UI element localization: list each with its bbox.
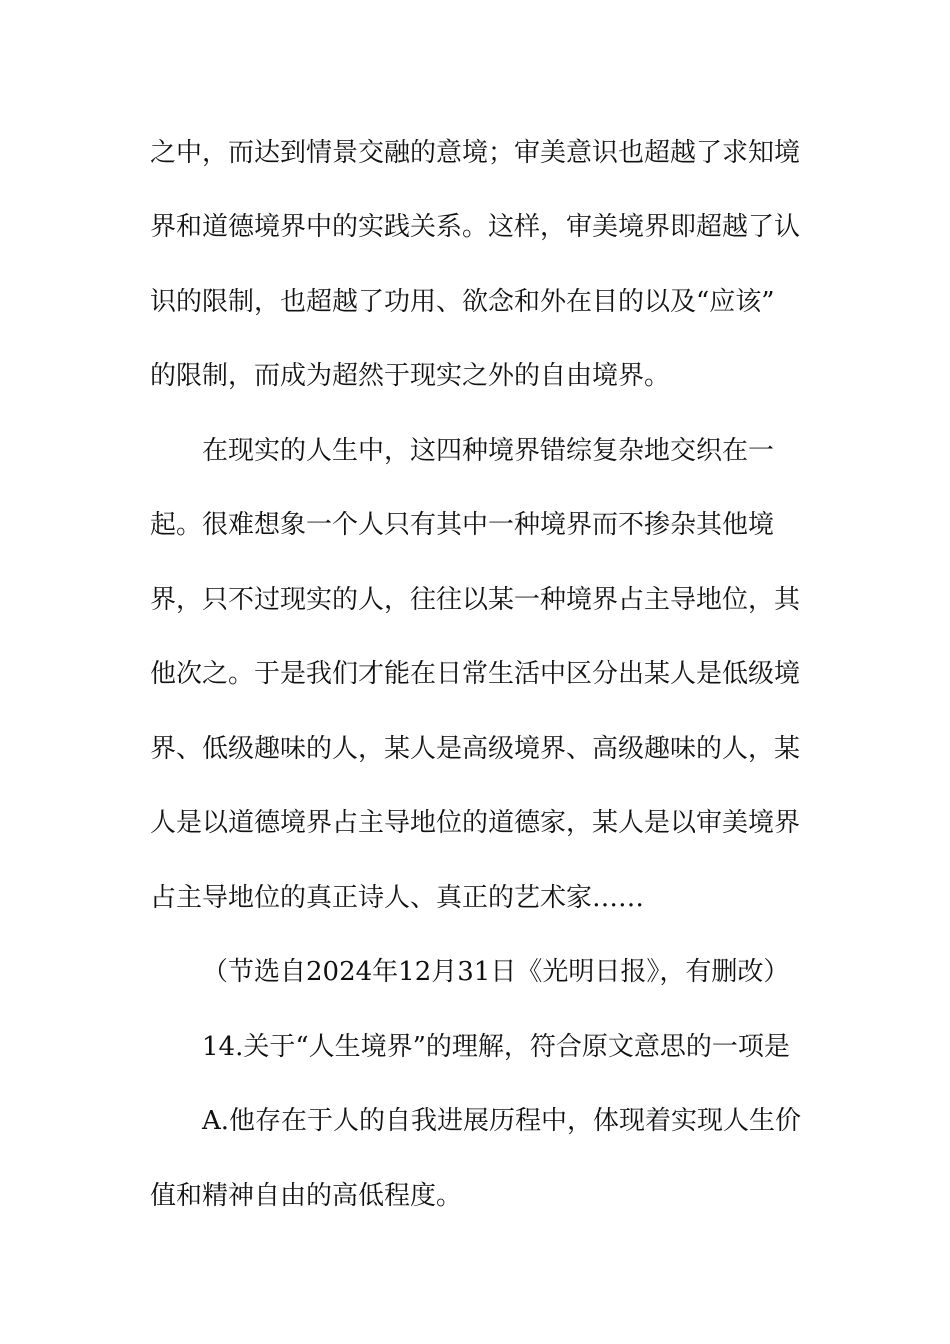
option-a-line-2: 值和精神自由的高低程度。 xyxy=(150,1181,463,1211)
paragraph-2-line-7: 占主导地位的真正诗人、真正的艺术家…… xyxy=(150,883,645,913)
paragraph-2-line-5: 界、低级趣味的人，某人是高级境界、高级趣味的人，某 xyxy=(150,734,801,764)
text-line-4: 的限制，而成为超然于现实之外的自由境界。 xyxy=(150,361,671,391)
paragraph-2-line-1: 在现实的人生中，这四种境界错综复杂地交织在一 xyxy=(202,436,775,466)
paragraph-2-line-2: 起。很难想象一个人只有其中一种境界而不掺杂其他境 xyxy=(150,510,775,540)
source-citation: （节选自2024年12月31日《光明日报》，有删改） xyxy=(202,957,790,987)
option-a-line-1: A.他存在于人的自我进展历程中，体现着实现人生价 xyxy=(202,1106,802,1136)
text-line-2: 界和道德境界中的实践关系。这样，审美境界即超越了认 xyxy=(150,212,801,242)
text-line-3: 识的限制，也超越了功用、欲念和外在目的以及“应该” xyxy=(150,287,775,317)
paragraph-2-line-6: 人是以道德境界占主导地位的道德家，某人是以审美境界 xyxy=(150,808,801,838)
text-line-1: 之中，而达到情景交融的意境；审美意识也超越了求知境 xyxy=(150,138,801,168)
paragraph-2-line-4: 他次之。于是我们才能在日常生活中区分出某人是低级境 xyxy=(150,659,801,689)
paragraph-2-line-3: 界，只不过现实的人，往往以某一种境界占主导地位，其 xyxy=(150,585,801,615)
question-14-stem: 14.关于“人生境界”的理解，符合原文意思的一项是 xyxy=(202,1032,790,1062)
